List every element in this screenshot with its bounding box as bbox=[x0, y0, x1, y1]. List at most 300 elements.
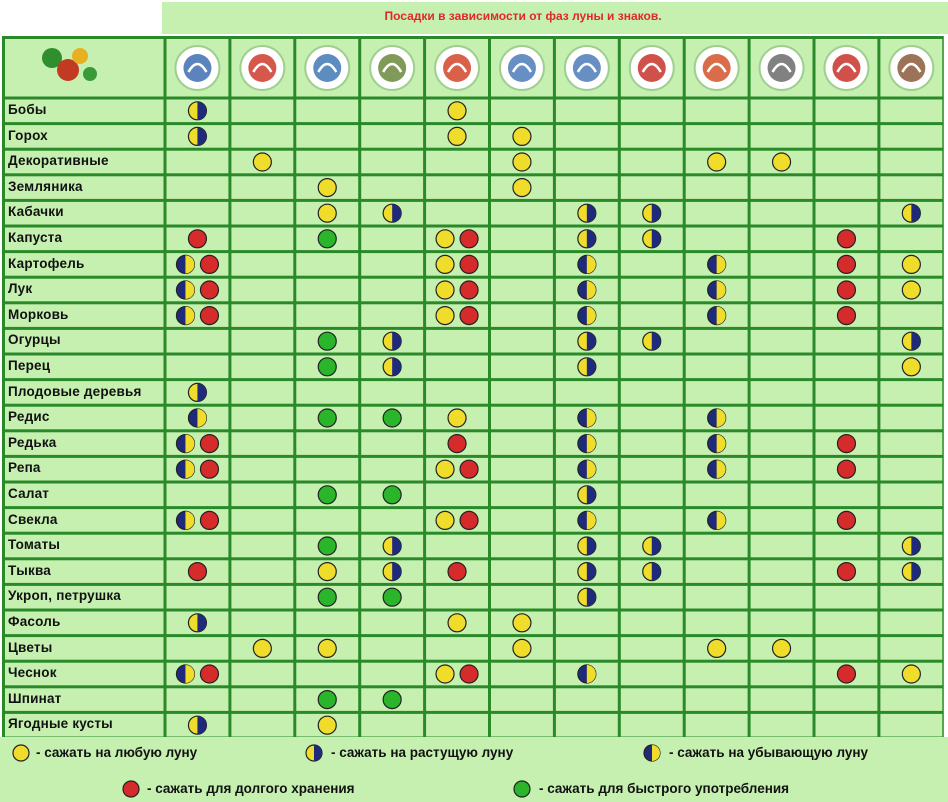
waxing-moon-marker bbox=[383, 537, 401, 555]
table-cell bbox=[231, 100, 293, 123]
storage-marker bbox=[460, 230, 478, 248]
table-cell bbox=[361, 151, 423, 174]
waxing-moon-marker bbox=[188, 102, 206, 120]
waning-moon-marker bbox=[708, 511, 726, 529]
any-moon-marker bbox=[902, 665, 920, 683]
waning-moon-marker bbox=[708, 435, 726, 453]
table-cell bbox=[491, 458, 553, 481]
table-cell bbox=[491, 253, 553, 276]
row-label: Плодовые деревья bbox=[8, 383, 142, 399]
table-cell bbox=[296, 125, 358, 148]
table-cell bbox=[426, 663, 488, 686]
waxing-moon-marker bbox=[188, 127, 206, 145]
waning-moon-marker bbox=[578, 409, 596, 427]
table-cell bbox=[296, 151, 358, 174]
table-cell bbox=[231, 535, 293, 558]
table-cell bbox=[426, 535, 488, 558]
table-cell bbox=[296, 100, 358, 123]
table-cell bbox=[751, 381, 813, 404]
legend-waning-marker bbox=[644, 745, 660, 761]
table-cell bbox=[296, 253, 358, 276]
table-cell bbox=[751, 509, 813, 532]
table-cell bbox=[231, 688, 293, 711]
libra-icon bbox=[768, 54, 796, 82]
table-cell bbox=[491, 714, 553, 737]
table-cell bbox=[167, 356, 229, 379]
fast-use-marker bbox=[318, 691, 336, 709]
leo-icon bbox=[638, 54, 666, 82]
table-cell bbox=[556, 125, 618, 148]
table-cell bbox=[296, 304, 358, 327]
table-cell bbox=[880, 484, 942, 507]
storage-marker bbox=[460, 255, 478, 273]
storage-marker bbox=[837, 511, 855, 529]
storage-marker bbox=[188, 230, 206, 248]
waxing-moon-marker bbox=[643, 204, 661, 222]
sagittarius-icon bbox=[897, 54, 925, 82]
table-cell bbox=[816, 484, 878, 507]
table-cell bbox=[426, 509, 488, 532]
aries-icon bbox=[378, 54, 406, 82]
table-cell bbox=[361, 176, 423, 199]
table-cell bbox=[621, 381, 683, 404]
table-cell bbox=[880, 100, 942, 123]
any-moon-marker bbox=[318, 204, 336, 222]
storage-marker bbox=[448, 563, 466, 581]
storage-marker bbox=[460, 307, 478, 325]
storage-marker bbox=[837, 255, 855, 273]
row-label: Томаты bbox=[8, 537, 61, 553]
table-cell bbox=[426, 484, 488, 507]
table-cell bbox=[556, 176, 618, 199]
table-cell bbox=[231, 330, 293, 353]
any-moon-marker bbox=[902, 281, 920, 299]
table-cell bbox=[816, 407, 878, 430]
table-cell bbox=[491, 100, 553, 123]
table-cell bbox=[361, 509, 423, 532]
any-moon-marker bbox=[436, 230, 454, 248]
any-moon-marker bbox=[253, 639, 271, 657]
waxing-moon-marker bbox=[578, 230, 596, 248]
table-cell bbox=[751, 663, 813, 686]
table-cell bbox=[621, 125, 683, 148]
any-moon-marker bbox=[448, 102, 466, 120]
table-cell bbox=[686, 100, 748, 123]
legend-storage-text: - сажать для долгого хранения bbox=[147, 781, 355, 796]
waxing-moon-marker bbox=[578, 486, 596, 504]
waxing-moon-marker bbox=[383, 563, 401, 581]
table-cell bbox=[816, 535, 878, 558]
capricorn-icon bbox=[183, 54, 211, 82]
row-label: Огурцы bbox=[8, 332, 61, 348]
waning-moon-marker bbox=[708, 255, 726, 273]
table-cell bbox=[231, 509, 293, 532]
table-cell bbox=[426, 176, 488, 199]
any-moon-marker bbox=[436, 281, 454, 299]
any-moon-marker bbox=[448, 127, 466, 145]
row-label: Перец bbox=[8, 358, 51, 373]
table-cell bbox=[621, 637, 683, 660]
table-cell bbox=[686, 202, 748, 225]
table-cell bbox=[361, 612, 423, 635]
pisces-icon bbox=[313, 54, 341, 82]
table-cell bbox=[816, 151, 878, 174]
fast-use-marker bbox=[318, 537, 336, 555]
table-cell bbox=[751, 176, 813, 199]
storage-marker bbox=[188, 563, 206, 581]
storage-marker bbox=[837, 460, 855, 478]
table-cell bbox=[816, 100, 878, 123]
table-cell bbox=[686, 586, 748, 609]
row-label: Редька bbox=[8, 434, 57, 450]
waxing-moon-marker bbox=[902, 332, 920, 350]
waning-moon-marker bbox=[176, 307, 194, 325]
row-label: Укроп, петрушка bbox=[8, 588, 121, 604]
table-cell bbox=[296, 458, 358, 481]
table-cell bbox=[361, 304, 423, 327]
table-cell bbox=[751, 484, 813, 507]
table-cell bbox=[880, 228, 942, 251]
storage-marker bbox=[200, 307, 218, 325]
storage-marker bbox=[200, 255, 218, 273]
table-cell bbox=[231, 407, 293, 430]
table-cell bbox=[556, 151, 618, 174]
table-cell bbox=[621, 484, 683, 507]
any-moon-marker bbox=[513, 127, 531, 145]
waxing-moon-marker bbox=[188, 383, 206, 401]
any-moon-marker bbox=[436, 255, 454, 273]
scorpio-icon bbox=[832, 54, 860, 82]
waning-moon-marker bbox=[578, 435, 596, 453]
table-cell bbox=[296, 432, 358, 455]
legend bbox=[0, 737, 948, 802]
table-cell bbox=[296, 612, 358, 635]
table-cell bbox=[491, 535, 553, 558]
table-cell bbox=[621, 279, 683, 302]
table-cell bbox=[426, 253, 488, 276]
row-label: Капуста bbox=[8, 230, 63, 245]
table-cell bbox=[621, 663, 683, 686]
table-cell bbox=[816, 637, 878, 660]
table-cell bbox=[231, 432, 293, 455]
fast-use-marker bbox=[318, 358, 336, 376]
row-label: Шпинат bbox=[8, 690, 62, 706]
table-cell bbox=[231, 176, 293, 199]
legend-waxing-text: - сажать на растущую луну bbox=[331, 745, 514, 760]
waxing-moon-marker bbox=[643, 332, 661, 350]
table-cell bbox=[880, 586, 942, 609]
table-cell bbox=[880, 432, 942, 455]
table-cell bbox=[621, 432, 683, 455]
any-moon-marker bbox=[513, 639, 531, 657]
table-cell bbox=[231, 714, 293, 737]
any-moon-marker bbox=[448, 409, 466, 427]
storage-marker bbox=[460, 281, 478, 299]
table-cell bbox=[361, 125, 423, 148]
table-cell bbox=[296, 381, 358, 404]
any-moon-marker bbox=[902, 358, 920, 376]
table-cell bbox=[556, 100, 618, 123]
storage-marker bbox=[448, 435, 466, 453]
legend-fast-text: - сажать для быстрого употребления bbox=[539, 781, 790, 796]
gemini-icon bbox=[508, 54, 536, 82]
table-cell bbox=[880, 125, 942, 148]
table-cell bbox=[751, 560, 813, 583]
table-cell bbox=[426, 330, 488, 353]
table-cell bbox=[816, 176, 878, 199]
table-cell bbox=[880, 176, 942, 199]
storage-marker bbox=[200, 281, 218, 299]
waxing-moon-marker bbox=[188, 716, 206, 734]
table-cell bbox=[491, 279, 553, 302]
table-cell bbox=[751, 330, 813, 353]
table-cell bbox=[556, 637, 618, 660]
table-cell bbox=[621, 509, 683, 532]
legend-waxing-marker bbox=[306, 745, 322, 761]
storage-marker bbox=[460, 665, 478, 683]
table-cell bbox=[491, 356, 553, 379]
table-cell bbox=[361, 100, 423, 123]
table-cell bbox=[167, 484, 229, 507]
table-cell bbox=[491, 688, 553, 711]
waxing-moon-marker bbox=[902, 563, 920, 581]
any-moon-marker bbox=[436, 460, 454, 478]
table-cell bbox=[880, 407, 942, 430]
fast-use-marker bbox=[318, 486, 336, 504]
any-moon-marker bbox=[513, 179, 531, 197]
table-cell bbox=[167, 535, 229, 558]
table-cell bbox=[751, 432, 813, 455]
table-cell bbox=[816, 688, 878, 711]
table-cell bbox=[686, 612, 748, 635]
waxing-moon-marker bbox=[902, 537, 920, 555]
table-cell bbox=[880, 458, 942, 481]
waxing-moon-marker bbox=[643, 563, 661, 581]
table-cell bbox=[491, 304, 553, 327]
row-label: Репа bbox=[8, 460, 41, 476]
table-cell bbox=[491, 407, 553, 430]
table-cell bbox=[816, 612, 878, 635]
row-label: Чеснок bbox=[8, 665, 57, 681]
waning-moon-marker bbox=[708, 409, 726, 427]
table-cell bbox=[491, 560, 553, 583]
table-cell bbox=[426, 228, 488, 251]
table-cell bbox=[167, 688, 229, 711]
table-cell bbox=[621, 407, 683, 430]
any-moon-marker bbox=[318, 563, 336, 581]
table-cell bbox=[880, 714, 942, 737]
table-cell bbox=[621, 151, 683, 174]
table-cell bbox=[751, 586, 813, 609]
table-cell bbox=[751, 356, 813, 379]
table-cell bbox=[361, 253, 423, 276]
table-cell bbox=[491, 509, 553, 532]
table-cell bbox=[621, 100, 683, 123]
table-cell bbox=[361, 458, 423, 481]
table-cell bbox=[621, 176, 683, 199]
table-cell bbox=[426, 151, 488, 174]
table-cell bbox=[167, 176, 229, 199]
any-moon-marker bbox=[436, 665, 454, 683]
aquarius-icon bbox=[248, 54, 276, 82]
table-cell bbox=[167, 509, 229, 532]
any-moon-marker bbox=[708, 153, 726, 171]
waning-moon-marker bbox=[708, 460, 726, 478]
table-cell bbox=[426, 279, 488, 302]
table-cell bbox=[751, 407, 813, 430]
storage-marker bbox=[460, 460, 478, 478]
table-cell bbox=[880, 612, 942, 635]
waning-moon-marker bbox=[188, 409, 206, 427]
row-label: Цветы bbox=[8, 639, 53, 655]
table-cell bbox=[686, 688, 748, 711]
waxing-moon-marker bbox=[578, 358, 596, 376]
table-cell bbox=[880, 381, 942, 404]
table-cell bbox=[361, 228, 423, 251]
table-cell bbox=[751, 688, 813, 711]
table-cell bbox=[426, 304, 488, 327]
table-cell bbox=[361, 279, 423, 302]
table-cell bbox=[361, 432, 423, 455]
fast-use-marker bbox=[318, 230, 336, 248]
table-cell bbox=[361, 637, 423, 660]
table-cell bbox=[231, 612, 293, 635]
waxing-moon-marker bbox=[383, 358, 401, 376]
table-cell bbox=[296, 509, 358, 532]
table-cell bbox=[816, 330, 878, 353]
fast-use-marker bbox=[318, 409, 336, 427]
table-cell bbox=[167, 304, 229, 327]
table-cell bbox=[686, 356, 748, 379]
table-cell bbox=[231, 279, 293, 302]
any-moon-marker bbox=[448, 614, 466, 632]
waning-moon-marker bbox=[176, 665, 194, 683]
table-cell bbox=[686, 714, 748, 737]
table-cell bbox=[231, 356, 293, 379]
table-cell bbox=[167, 330, 229, 353]
waning-moon-marker bbox=[578, 281, 596, 299]
waning-moon-marker bbox=[176, 460, 194, 478]
fast-use-marker bbox=[383, 409, 401, 427]
table-cell bbox=[621, 253, 683, 276]
table-cell bbox=[816, 125, 878, 148]
table-cell bbox=[751, 304, 813, 327]
storage-marker bbox=[837, 230, 855, 248]
table-cell bbox=[231, 253, 293, 276]
table-cell bbox=[621, 458, 683, 481]
storage-marker bbox=[837, 665, 855, 683]
row-label: Ягодные кусты bbox=[8, 716, 113, 732]
table-cell bbox=[751, 279, 813, 302]
table-cell bbox=[231, 560, 293, 583]
any-moon-marker bbox=[318, 639, 336, 657]
table-cell bbox=[686, 381, 748, 404]
table-cell bbox=[426, 586, 488, 609]
table-cell bbox=[426, 356, 488, 379]
table-cell bbox=[231, 484, 293, 507]
waning-moon-marker bbox=[176, 255, 194, 273]
waxing-moon-marker bbox=[578, 588, 596, 606]
table-cell bbox=[231, 458, 293, 481]
table-cell bbox=[556, 714, 618, 737]
table-cell bbox=[686, 535, 748, 558]
table-cell bbox=[686, 663, 748, 686]
waxing-moon-marker bbox=[188, 614, 206, 632]
logo-cell bbox=[5, 39, 164, 97]
table-cell bbox=[167, 458, 229, 481]
any-moon-marker bbox=[708, 639, 726, 657]
waning-moon-marker bbox=[176, 511, 194, 529]
table-cell bbox=[621, 688, 683, 711]
storage-marker bbox=[200, 435, 218, 453]
table-cell bbox=[491, 330, 553, 353]
table-cell bbox=[751, 228, 813, 251]
waning-moon-marker bbox=[176, 281, 194, 299]
table-cell bbox=[296, 663, 358, 686]
taurus-icon bbox=[443, 54, 471, 82]
table-cell bbox=[361, 381, 423, 404]
legend-any-marker bbox=[13, 745, 29, 761]
table-cell bbox=[686, 228, 748, 251]
storage-marker bbox=[460, 511, 478, 529]
table-cell bbox=[231, 381, 293, 404]
fast-use-marker bbox=[318, 588, 336, 606]
waning-moon-marker bbox=[578, 307, 596, 325]
waxing-moon-marker bbox=[578, 563, 596, 581]
any-moon-marker bbox=[253, 153, 271, 171]
table-cell bbox=[816, 381, 878, 404]
legend-waning-text: - сажать на убывающую луну bbox=[669, 745, 869, 760]
waxing-moon-marker bbox=[902, 204, 920, 222]
waning-moon-marker bbox=[708, 307, 726, 325]
table-cell bbox=[751, 612, 813, 635]
table-cell bbox=[167, 202, 229, 225]
waxing-moon-marker bbox=[578, 332, 596, 350]
table-cell bbox=[751, 202, 813, 225]
table-cell bbox=[880, 151, 942, 174]
table-cell bbox=[751, 125, 813, 148]
waning-moon-marker bbox=[578, 665, 596, 683]
table-cell bbox=[167, 279, 229, 302]
table-cell bbox=[361, 663, 423, 686]
row-label: Декоративные bbox=[8, 153, 109, 169]
table-cell bbox=[296, 279, 358, 302]
table-cell bbox=[167, 253, 229, 276]
table-cell bbox=[426, 202, 488, 225]
table-cell bbox=[686, 484, 748, 507]
fast-use-marker bbox=[383, 588, 401, 606]
storage-marker bbox=[837, 563, 855, 581]
fast-use-marker bbox=[318, 332, 336, 350]
table-cell bbox=[426, 688, 488, 711]
table-cell bbox=[686, 330, 748, 353]
table-cell bbox=[167, 432, 229, 455]
table-cell bbox=[426, 637, 488, 660]
storage-marker bbox=[837, 281, 855, 299]
legend-any-text: - сажать на любую луну bbox=[36, 745, 198, 760]
fast-use-marker bbox=[383, 691, 401, 709]
table-cell bbox=[167, 586, 229, 609]
table-cell bbox=[751, 100, 813, 123]
waxing-moon-marker bbox=[643, 537, 661, 555]
storage-marker bbox=[837, 307, 855, 325]
row-label: Редис bbox=[8, 409, 50, 425]
table-cell bbox=[751, 458, 813, 481]
table-cell bbox=[621, 586, 683, 609]
table-cell bbox=[880, 304, 942, 327]
table-cell bbox=[491, 228, 553, 251]
any-moon-marker bbox=[902, 255, 920, 273]
